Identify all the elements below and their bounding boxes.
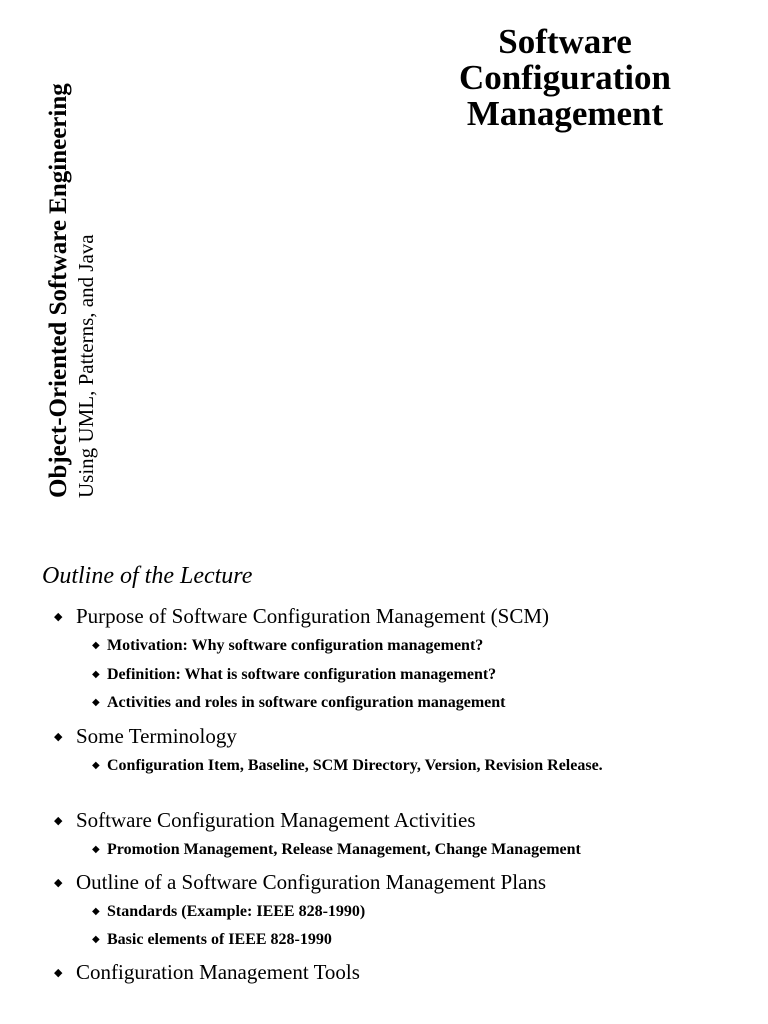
diamond-bullet-icon: ◆ xyxy=(54,731,63,743)
slide-title xyxy=(430,24,700,132)
diamond-bullet-icon: ◆ xyxy=(54,967,63,979)
outline-item-text: Configuration Management Tools xyxy=(76,960,360,984)
diamond-bullet-icon: ◆ xyxy=(92,640,100,651)
diamond-bullet-icon: ◆ xyxy=(92,697,100,708)
outline-subitem xyxy=(92,693,712,713)
side-banner xyxy=(0,0,110,500)
outline-item-text: Software Configuration Management Activities xyxy=(76,808,476,832)
course-title: Object-Oriented Software Engineering xyxy=(45,83,72,498)
outline-subitem-text: Basic elements of IEEE 828-1990 xyxy=(107,931,332,948)
diamond-bullet-icon: ◆ xyxy=(92,669,100,680)
slide-title-line: Software xyxy=(498,22,632,61)
outline-subitem-text: Standards (Example: IEEE 828-1990) xyxy=(107,903,366,920)
outline-item xyxy=(54,808,476,833)
diamond-bullet-icon: ◆ xyxy=(54,815,63,827)
diamond-bullet-icon: ◆ xyxy=(92,844,100,855)
outline-item-text: Purpose of Software Configuration Management (SCM) xyxy=(76,604,550,628)
outline-item-text: Outline of a Software Configuration Management Plans xyxy=(76,870,547,894)
outline-item xyxy=(54,870,546,895)
diamond-bullet-icon: ◆ xyxy=(54,877,63,889)
outline-subitem-text: Configuration Item, Baseline, SCM Directory, Version, Revision Release. xyxy=(107,757,603,774)
outline-subitem-text: Definition: What is software configuration management? xyxy=(107,666,497,683)
outline-subitem xyxy=(92,636,712,656)
diamond-bullet-icon: ◆ xyxy=(54,611,63,623)
course-subtitle: Using UML, Patterns, and Java xyxy=(74,234,98,498)
outline-subitem xyxy=(92,665,712,685)
slide-title-line: Management xyxy=(466,94,664,133)
diamond-bullet-icon: ◆ xyxy=(92,934,100,945)
outline-subitem xyxy=(92,756,672,776)
outline-item xyxy=(54,960,360,985)
outline-item-text: Some Terminology xyxy=(76,724,237,748)
outline-subitem xyxy=(92,930,712,950)
outline-subitem-text: Promotion Management, Release Management, Change Management xyxy=(107,841,581,858)
diamond-bullet-icon: ◆ xyxy=(92,760,100,771)
diamond-bullet-icon: ◆ xyxy=(92,906,100,917)
outline-subitem xyxy=(92,840,712,860)
outline-subitem xyxy=(92,902,712,922)
outline-item xyxy=(54,724,237,749)
outline-subitem-text: Activities and roles in software configuration management xyxy=(107,694,506,711)
slide-title-line: Configuration xyxy=(459,58,671,97)
outline-heading: Outline of the Lecture xyxy=(42,563,253,589)
outline-subitem-text: Motivation: Why software configuration management? xyxy=(107,637,484,654)
outline-item xyxy=(54,604,549,629)
